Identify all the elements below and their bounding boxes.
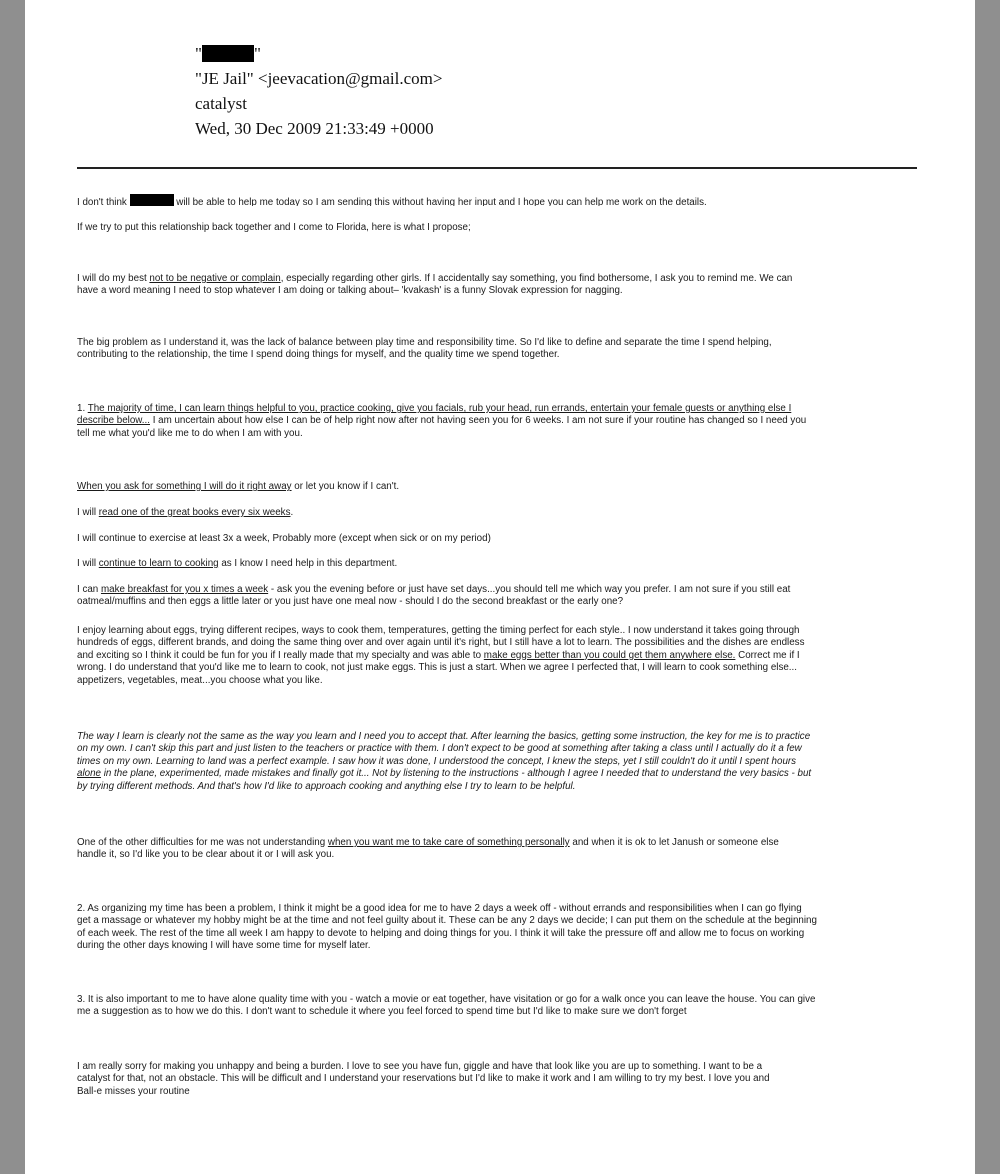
text: I am uncertain about how else I can be of help right now after not having seen you for 6 weeks. I am not sure if your routine has changed so I need you — [149, 415, 807, 427]
paragraph-proposal-intro — [77, 222, 933, 234]
text: I will — [77, 507, 99, 518]
header-divider — [77, 167, 917, 169]
to-value: "JE Jail" <jeevacation@gmail.com> — [195, 69, 443, 88]
paragraph-point-3 — [77, 994, 933, 1019]
text: wrong. I do understand that you'd like me to learn to cook, not just make eggs. This is just a start. When we agree I perfected that, I will learn to cook something else... — [77, 662, 797, 674]
document-page — [25, 0, 975, 1174]
text: One of the other difficulties for me was not understanding — [77, 837, 328, 848]
paragraph-closing — [77, 1061, 933, 1098]
text: 3. It is also important to me to have alone quality time with you - watch a movie or eat together, have visitation or go for a walk once you can leave the house. You can give — [77, 994, 816, 1005]
redaction-block — [202, 45, 254, 62]
text: The way I learn is clearly not the same as the way you learn and I need you to accept that. After learning the basics, getting some instruction, the key for me is to practice — [77, 731, 811, 742]
text: I am really sorry for making you unhappy and being a burden. I love to see you have fun, giggle and have that look like you are up to something. I want to be a — [77, 1061, 763, 1072]
text: during the other days knowing I will have some time for myself later. — [77, 940, 371, 952]
paragraph-breakfast — [77, 584, 933, 609]
text: as I know I need help in this department. — [218, 558, 398, 569]
underlined-text: When you ask for something I will do it right away — [77, 481, 292, 492]
text: me a suggestion as to how we do this. I don't want to schedule it where you feel forced to spend time but I'd like to make sure we don't forget — [77, 1006, 687, 1018]
text: on my own. I can't skip this part and just listen to the teachers or practice with them. I don't expect to be good at something after taking a class until I actually do it a few — [77, 743, 802, 755]
text: times on my own. Learning to land was a perfect example. I saw how it was done, I understood the concept, I knew the steps, yet I still couldn't do it until I spent hours — [77, 755, 797, 767]
text: 2. As organizing my time has been a problem, I think it might be a good idea for me to have 2 days a week off - without errands and responsibilities when I can go flying — [77, 903, 802, 914]
text: contributing to the relationship, the time I spend doing things for myself, and the quality time we spend together. — [77, 349, 560, 361]
paragraph-balance — [77, 337, 933, 362]
text: I will do my best — [77, 273, 150, 284]
text: If we try to put this relationship back together and I come to Florida, here is what I propose; — [77, 222, 471, 233]
text: I don't think — [77, 197, 127, 207]
underlined-text: The majority of time, I can learn things helpful to you, practice cooking, give you facials, rub your head, run errands, entertain your female guests or anything else I — [87, 403, 792, 414]
text: I will — [77, 558, 99, 569]
text: I enjoy learning about eggs, trying different recipes, ways to cook them, temperatures, getting the timing perfect for each style.. I now understand it takes going through — [77, 625, 800, 636]
underlined-text: describe below... — [77, 415, 150, 427]
text: and when it is ok to let Janush or someone else — [569, 837, 779, 848]
paragraph-eggs — [77, 625, 933, 687]
redaction-block — [130, 194, 174, 206]
text: Ball-e misses your routine — [77, 1085, 190, 1097]
text: of each week. The rest of the time all week I am happy to devote to helping and doing things for you. I think it will take the pressure off and allow me to focus on working — [77, 927, 805, 939]
text: I will continue to exercise at least 3x a week, Probably more (except when sick or on my period) — [77, 533, 491, 544]
paragraph-exercise — [77, 533, 933, 545]
underlined-text: alone — [77, 768, 101, 780]
underlined-text: not to be negative or complain — [149, 273, 281, 284]
underlined-text: make breakfast for you x times a week — [100, 584, 269, 595]
text: Correct me if I — [735, 649, 800, 661]
paragraph-learning-style — [77, 731, 933, 793]
text: will be able to help me today so I am sending this without having her input and I hope you can help me work on the details. — [176, 197, 707, 207]
text: , especially regarding other girls. If I accidentally say something, you find bothersome, I ask you to remind me. We can — [280, 273, 793, 284]
text: . — [290, 507, 294, 518]
paragraph-point-2 — [77, 903, 933, 953]
subject-value: catalyst — [195, 94, 247, 113]
paragraph-negativity — [77, 273, 933, 298]
text: or let you know if I can't. — [291, 481, 400, 492]
date-value: Wed, 30 Dec 2009 21:33:49 +0000 — [195, 119, 434, 138]
text: get a massage or whatever my hobby might be at the time and not feel guilty about it. These can be any 2 days we decide; I can put them on the schedule at the beginning — [77, 915, 817, 927]
text: I can — [77, 584, 101, 595]
text: - ask you the evening before or just have set days...you should tell me which way you prefer. I am not sure if you still eat — [268, 584, 791, 595]
text: 1. — [77, 403, 88, 414]
paragraph-point-1 — [77, 403, 933, 440]
text: handle it, so I'd like you to be clear about it or I will ask you. — [77, 849, 335, 861]
text: The big problem as I understand it, was the lack of balance between play time and responsibility time. So I'd like to define and separate the time I spend helping, — [77, 337, 772, 348]
paragraph-cooking — [77, 558, 933, 570]
text: oatmeal/muffins and then eggs a little later or you just have one meal now - should I do the second breakfast or the early one? — [77, 596, 624, 608]
paragraph-intro — [77, 194, 933, 206]
paragraph-books — [77, 507, 933, 519]
text: and exciting so I think it could be fun for you if I really made that my specialty and was able to — [77, 649, 484, 661]
underlined-text: continue to learn to cooking — [98, 558, 219, 569]
paragraph-difficulties — [77, 837, 933, 862]
from-value: " " — [195, 44, 261, 63]
underlined-text: make eggs better than you could get them anywhere else. — [483, 649, 736, 661]
text: catalyst for that, not an obstacle. This will be difficult and I understand your reservations but I'd like to make it work and I am willing to try my best. I love you and — [77, 1073, 770, 1085]
text: in the plane, experimented, made mistakes and finally got it... Not by listening to the instructions - although I agree I needed that to understand the very basics - but — [100, 768, 812, 780]
text: have a word meaning I need to stop whatever I am doing or talking about– 'kvakash' is a funny Slovak expression for nagging. — [77, 285, 623, 297]
text: appetizers, vegetables, meat...you choose what you like. — [77, 674, 323, 686]
underlined-text: when you want me to take care of something personally — [327, 837, 570, 848]
text: by trying different methods. And that's how I'd like to approach cooking and anything else I try to learn to be helpful. — [77, 780, 576, 792]
paragraph-requests — [77, 481, 933, 493]
underlined-text: read one of the great books every six weeks — [98, 507, 291, 518]
text: tell me what you'd like me to do when I am with you. — [77, 427, 303, 439]
text: hundreds of eggs, different brands, and doing the same thing over and over again until it's right, but I still have a lot to learn. The possibilities and the dishes are endless — [77, 637, 805, 649]
